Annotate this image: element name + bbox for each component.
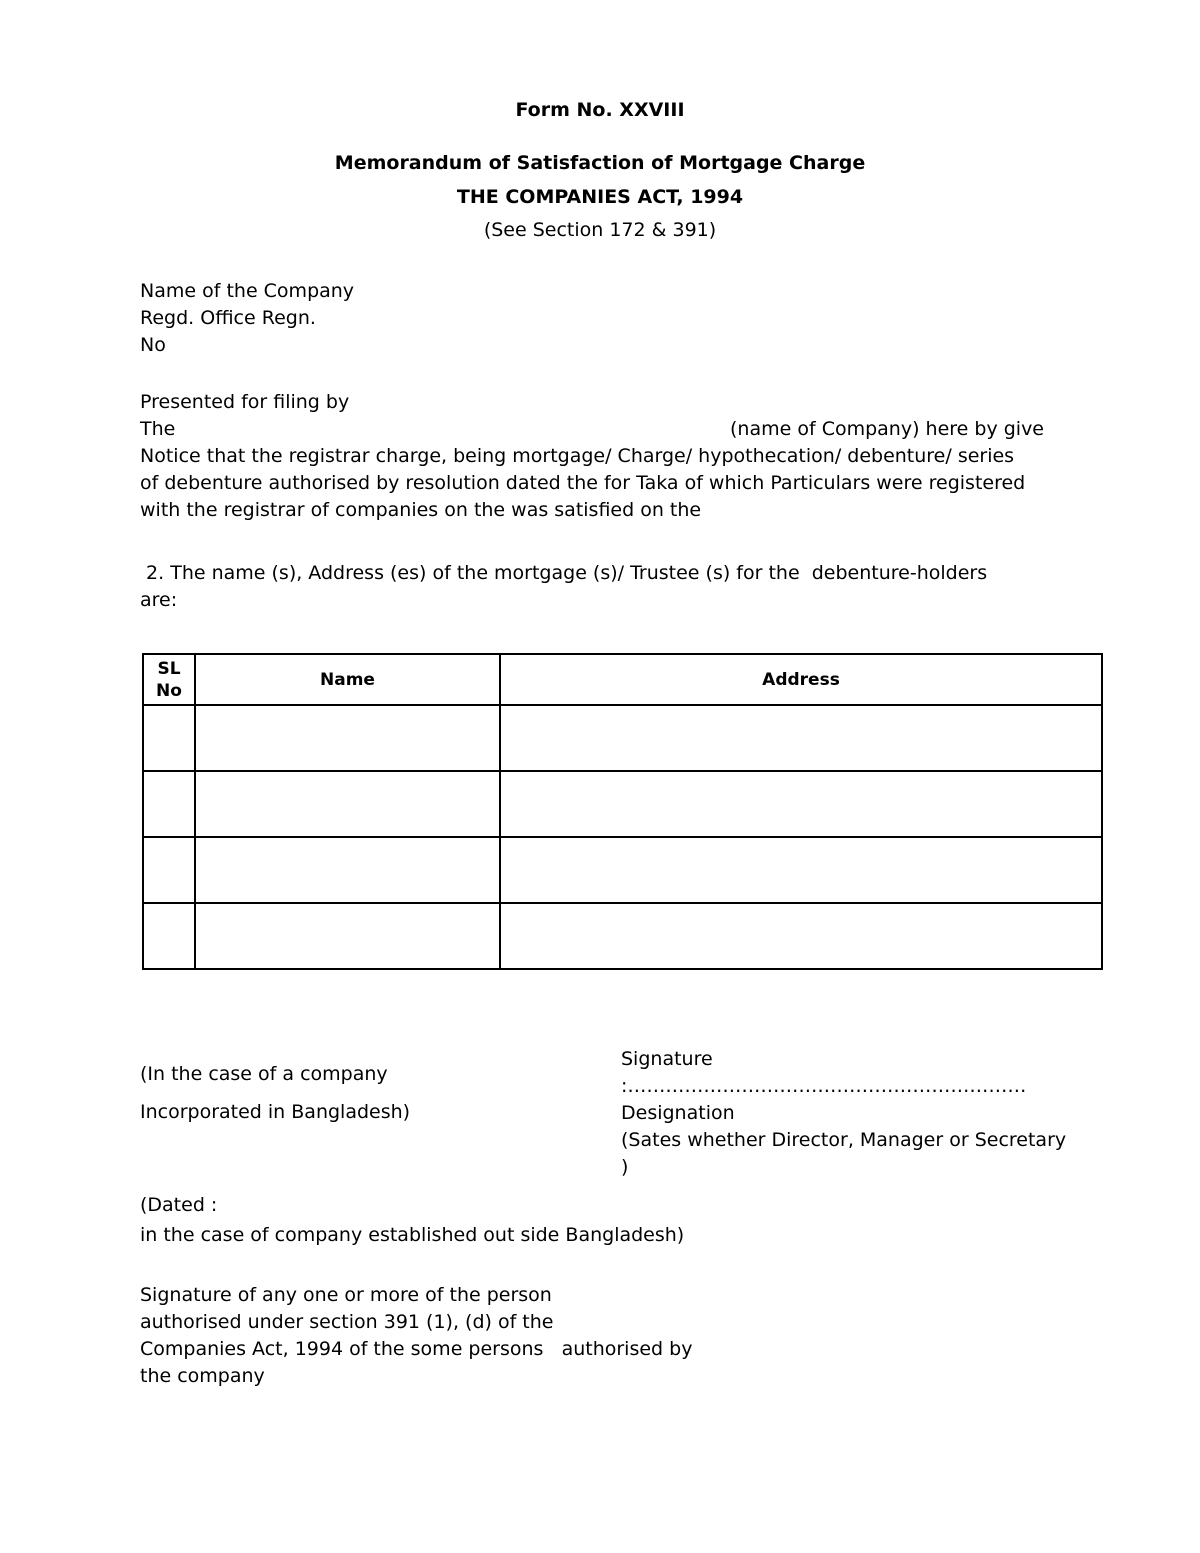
company-details-block: [140, 278, 354, 359]
name-cell[interactable]: [195, 705, 500, 771]
name-of-company-label: (name of Company) here by give: [730, 418, 1045, 440]
signature-label: Signature: [621, 1048, 713, 1070]
signature-block: [621, 1046, 1066, 1181]
name-cell[interactable]: [195, 837, 500, 903]
persons-line-3: Companies Act, 1994 of the some persons authorised by: [140, 1338, 693, 1360]
company-case-line-1: (In the case of a company: [140, 1063, 388, 1085]
sl-header-line-1: SL: [157, 658, 181, 679]
table-header-row: [143, 654, 1102, 705]
persons-line-1: Signature of any one or more of the person: [140, 1284, 552, 1306]
act-title: THE COMPANIES ACT, 1994: [456, 186, 744, 208]
outside-bangladesh-label: in the case of company established out side Bangladesh): [140, 1224, 685, 1246]
name-header: Name: [195, 654, 500, 705]
designation-note-line-2: ): [621, 1156, 629, 1178]
the-label: The: [140, 418, 176, 440]
form-number-title: Form No. XXVIII: [515, 99, 685, 121]
filing-notice-block: [140, 389, 1060, 524]
signature-line[interactable]: :………………………………………………………: [621, 1075, 1027, 1097]
company-case-line-2: Incorporated in Bangladesh): [140, 1101, 411, 1123]
table-row: [143, 771, 1102, 837]
sl-header-line-2: No: [156, 680, 182, 701]
item-2-line-1: 2. The name (s), Address (es) of the mortgage (s)/ Trustee (s) for the debenture-holders: [140, 562, 988, 584]
dated-block: [140, 1192, 684, 1249]
company-case-block: [140, 1061, 410, 1126]
table-row: [143, 903, 1102, 969]
trustee-table: [142, 653, 1103, 970]
table-row: [143, 837, 1102, 903]
company-name-label: Name of the Company: [140, 280, 355, 302]
item-2-block: [140, 560, 987, 614]
form-subtitle: Memorandum of Satisfaction of Mortgage Charge: [334, 152, 866, 174]
name-cell[interactable]: [195, 771, 500, 837]
presented-by-label: Presented for filing by: [140, 391, 350, 413]
sl-cell[interactable]: [143, 771, 195, 837]
notice-line-2: of debenture authorised by resolution dated the for Taka of which Particulars were registered: [140, 472, 1026, 494]
designation-label: Designation: [621, 1102, 735, 1124]
notice-line-1: Notice that the registrar charge, being mortgage/ Charge/ hypothecation/ debenture/ series: [140, 445, 1015, 467]
persons-line-4: the company: [140, 1365, 265, 1387]
persons-line-2: authorised under section 391 (1), (d) of the: [140, 1311, 554, 1333]
address-cell[interactable]: [500, 903, 1102, 969]
notice-line-3: with the registrar of companies on the was satisfied on the: [140, 499, 702, 521]
sl-no-header: [143, 654, 195, 705]
registration-no-label: No: [140, 334, 166, 356]
company-name-line: [140, 416, 1060, 443]
address-header: Address: [500, 654, 1102, 705]
sl-cell[interactable]: [143, 903, 195, 969]
designation-note-line-1: (Sates whether Director, Manager or Secretary: [621, 1129, 1067, 1151]
name-cell[interactable]: [195, 903, 500, 969]
section-reference: (See Section 172 & 391): [483, 219, 717, 241]
address-cell[interactable]: [500, 705, 1102, 771]
dated-label: (Dated :: [140, 1194, 218, 1216]
sl-cell[interactable]: [143, 705, 195, 771]
address-cell[interactable]: [500, 771, 1102, 837]
sl-cell[interactable]: [143, 837, 195, 903]
authorised-persons-block: [140, 1282, 692, 1390]
item-2-line-2: are:: [140, 589, 178, 611]
registered-office-label: Regd. Office Regn.: [140, 307, 316, 329]
table-row: [143, 705, 1102, 771]
address-cell[interactable]: [500, 837, 1102, 903]
